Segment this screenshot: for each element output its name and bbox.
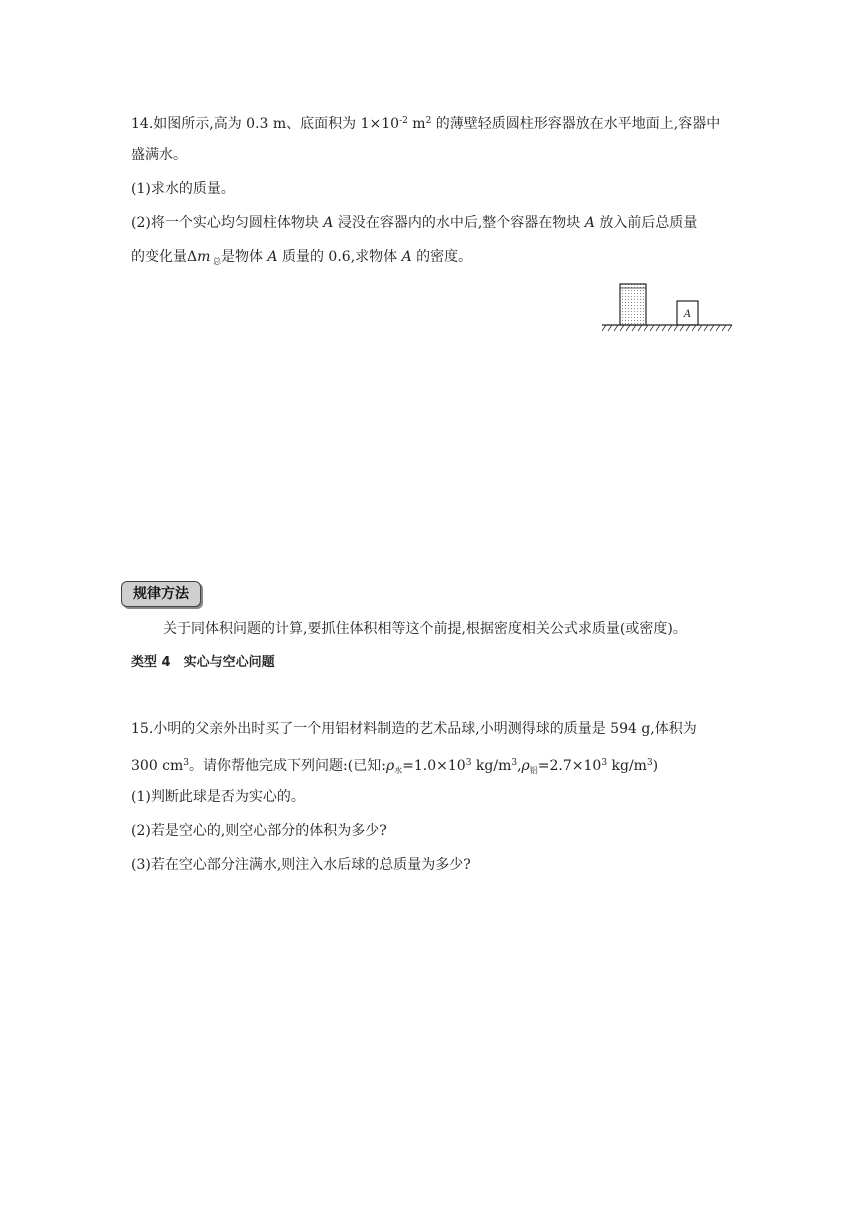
section-title: 类型 4 实心与空心问题 xyxy=(131,655,275,670)
q15-part2: (2)若是空心的,则空心部分的体积为多少? xyxy=(131,823,387,839)
var-a: A xyxy=(323,215,334,231)
sup: 3 xyxy=(646,758,653,768)
block-a-label: A xyxy=(683,309,692,320)
q15-l2-e: , xyxy=(517,758,522,774)
sub-aluminum: 铝 xyxy=(529,766,538,775)
sup: 3 xyxy=(183,758,190,768)
q14-sup-b: 2 xyxy=(425,116,432,126)
q15-l2-a: 300 cm xyxy=(131,758,184,774)
q14-line2: 盛满水。 xyxy=(131,147,187,163)
sup: 3 xyxy=(511,758,518,768)
q14-part2-b: 浸没在容器内的水中后,整个容器在物块 xyxy=(333,215,585,231)
rho-symbol: ρ xyxy=(385,758,395,774)
method-text: 关于同体积问题的计算,要抓住体积相等这个前提,根据密度相关公式求质量(或密度)。 xyxy=(163,621,687,637)
sup: 3 xyxy=(601,758,608,768)
q14-part2-l2-b: 是物体 xyxy=(220,249,268,265)
q14-line1 xyxy=(131,111,720,134)
q15-line1: 15.小明的父亲外出时买了一个用铝材料制造的艺术品球,小明测得球的质量是 594 g,体积为 xyxy=(131,721,697,737)
q15-l2-d: kg/m xyxy=(471,758,512,774)
q15-part3: (3)若在空心部分注满水,则注入水后球的总质量为多少? xyxy=(131,857,471,873)
var-m: m xyxy=(197,249,211,265)
var-a: A xyxy=(584,215,595,231)
q14-text-a: 14.如图所示,高为 0.3 m、底面积为 1×10 xyxy=(131,116,400,132)
q15-part1: (1)判断此球是否为实心的。 xyxy=(131,789,305,805)
var-a: A xyxy=(267,249,278,265)
var-a: A xyxy=(401,249,412,265)
q14-text-b: m xyxy=(407,116,426,132)
q14-part2-c: 放入前后总质量 xyxy=(594,215,698,231)
sub-total: 总 xyxy=(210,257,221,266)
q15-l2-c: =1.0×10 xyxy=(402,758,466,774)
container-and-block-figure xyxy=(600,280,735,335)
ground xyxy=(602,325,732,331)
q15-line2 xyxy=(131,753,658,781)
q14-part2-line1 xyxy=(131,213,697,233)
water-container xyxy=(620,284,646,325)
q14-sup-a: -2 xyxy=(399,116,408,126)
q14-part2-l2-c: 质量的 0.6,求物体 xyxy=(277,249,402,265)
q15-l2-f: =2.7×10 xyxy=(537,758,602,774)
q14-part2-l2-d: 的密度。 xyxy=(411,249,473,265)
q15-l2-g: kg/m xyxy=(607,758,647,774)
q14-part1: (1)求水的质量。 xyxy=(131,181,235,197)
block-a xyxy=(677,301,698,325)
q14-text-c: 的薄壁轻质圆柱形容器放在水平地面上,容器中 xyxy=(431,116,721,132)
q14-part2-a: (2)将一个实心均匀圆柱体物块 xyxy=(131,215,324,231)
sub-water: 水 xyxy=(394,766,403,775)
sup: 3 xyxy=(465,758,472,768)
q14-part2-l2-a: 的变化量Δ xyxy=(131,249,198,265)
q15-l2-h: ) xyxy=(652,758,659,774)
method-tag: 规律方法 xyxy=(121,581,201,607)
rho-symbol: ρ xyxy=(521,758,530,774)
q15-l2-b: 。请你帮他完成下列问题:(已知: xyxy=(189,758,386,774)
q14-part2-line2 xyxy=(131,247,472,272)
